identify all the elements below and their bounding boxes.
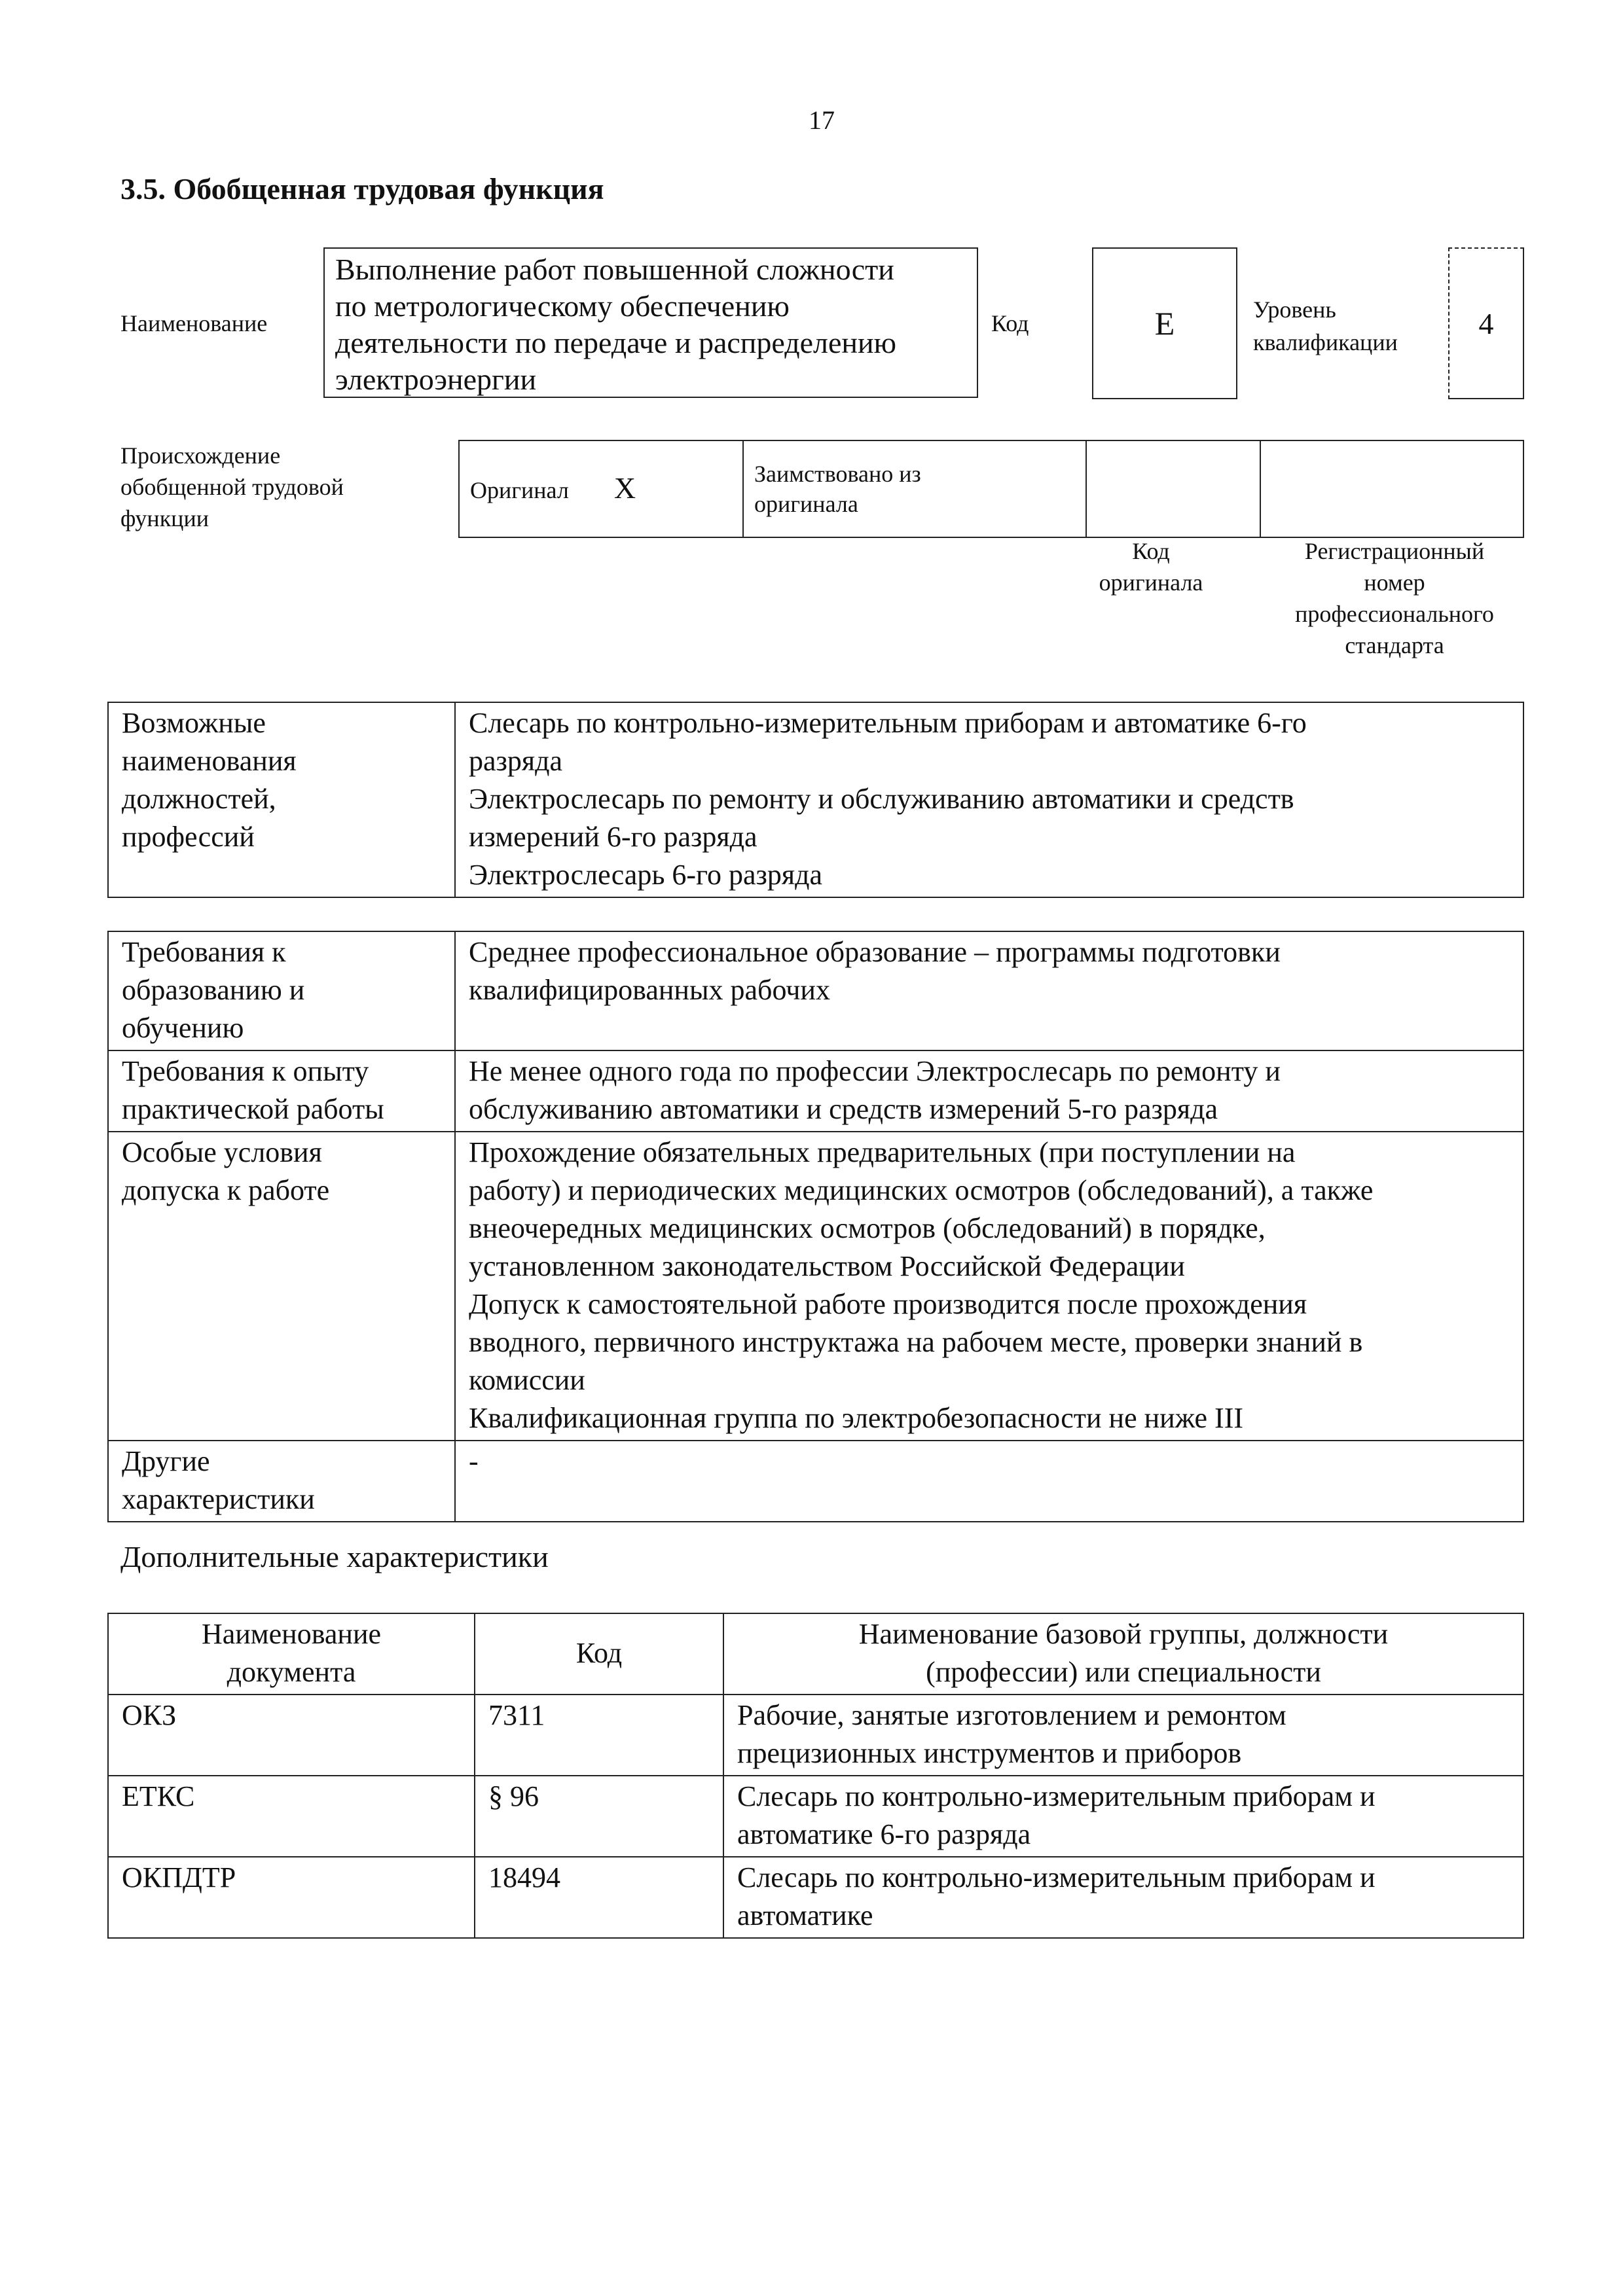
page-number: 17 bbox=[809, 105, 835, 135]
requirement-label: Особые условия допуска к работе bbox=[108, 1132, 455, 1441]
additional-title: Дополнительные характеристики bbox=[120, 1540, 549, 1573]
name-cell: Слесарь по контрольно-измерительным приборам и автоматике bbox=[723, 1857, 1523, 1938]
original-code-caption: Код оригинала bbox=[1099, 538, 1203, 596]
requirements-table bbox=[107, 931, 1524, 1522]
qualification-level-value: 4 bbox=[1448, 247, 1524, 399]
requirement-value: Не менее одного года по профессии Электрослесарь по ремонту и обслуживанию автоматики и средств измерений 5-го разряда bbox=[455, 1050, 1523, 1132]
table-row bbox=[108, 1050, 1523, 1132]
doc-cell: ЕТКС bbox=[108, 1776, 475, 1857]
requirement-value: Прохождение обязательных предварительных (при поступлении на работу) и периодических медицинских осмотров (обследований), а также внеочередных медицинских осмотров (обследований) в порядке, установленном законодательством Российской Федерации Допуск к самостоятельной работе производится после прохождения вводного, первичного инструктажа на рабочем месте, проверки знаний в комиссии Квалификационная группа по электробезопасности не ниже III bbox=[455, 1132, 1523, 1441]
section-title: 3.5. Обобщенная трудовая функция bbox=[120, 172, 604, 206]
origin-borrowed-cell: Заимствовано из оригинала bbox=[743, 440, 1086, 537]
header-code: Код bbox=[475, 1613, 723, 1695]
table-row bbox=[108, 1776, 1523, 1857]
name-cell: Рабочие, занятые изготовлением и ремонтом прецизионных инструментов и приборов bbox=[723, 1695, 1523, 1776]
doc-cell: ОКПДТР bbox=[108, 1857, 475, 1938]
requirement-label: Другие характеристики bbox=[108, 1441, 455, 1522]
table-row bbox=[108, 1132, 1523, 1441]
requirement-value: - bbox=[455, 1441, 1523, 1522]
additional-table bbox=[107, 1613, 1524, 1939]
function-name-line: деятельности по передаче и распределению bbox=[335, 326, 896, 359]
code-cell: 7311 bbox=[475, 1695, 723, 1776]
table-row bbox=[108, 702, 1523, 897]
positions-table bbox=[107, 702, 1524, 898]
registration-number-caption: Регистрационный номер профессионального стандарта bbox=[1295, 538, 1494, 658]
code-label: Код bbox=[991, 310, 1029, 336]
doc-cell: ОКЗ bbox=[108, 1695, 475, 1776]
name-cell: Слесарь по контрольно-измерительным приборам и автоматике 6-го разряда bbox=[723, 1776, 1523, 1857]
code-cell: § 96 bbox=[475, 1776, 723, 1857]
original-label: Оригинал bbox=[470, 476, 569, 503]
requirement-value: Среднее профессиональное образование – программы подготовки квалифицированных рабочих bbox=[455, 931, 1523, 1050]
function-name-box bbox=[323, 247, 978, 398]
positions-value: Слесарь по контрольно-измерительным приборам и автоматике 6-го разряда Электрослесарь по ремонту и обслуживанию автоматики и средств измерений 6-го разряда Электрослесарь 6-го разряда bbox=[455, 702, 1523, 897]
original-mark: X bbox=[613, 471, 636, 505]
table-row bbox=[108, 1441, 1523, 1522]
header-document: Наименование документа bbox=[108, 1613, 475, 1695]
table-row bbox=[108, 931, 1523, 1050]
function-name-line: электроэнергии bbox=[335, 363, 537, 396]
code-cell: 18494 bbox=[475, 1857, 723, 1938]
origin-reg-number-cell bbox=[1260, 440, 1523, 537]
table-row bbox=[108, 1695, 1523, 1776]
name-label: Наименование bbox=[120, 310, 268, 336]
table-header-row bbox=[108, 1613, 1523, 1695]
function-name-line: Выполнение работ повышенной сложности bbox=[335, 253, 894, 286]
qualification-level-label: Уровень квалификации bbox=[1253, 296, 1398, 355]
origin-table bbox=[458, 440, 1524, 538]
origin-label: Происхождение обобщенной трудовой функции bbox=[120, 442, 344, 531]
table-row bbox=[108, 1857, 1523, 1938]
function-name-line: по метрологическому обеспечению bbox=[335, 289, 790, 323]
positions-label: Возможные наименования должностей, профессий bbox=[108, 702, 455, 897]
origin-code-cell bbox=[1086, 440, 1260, 537]
requirement-label: Требования к образованию и обучению bbox=[108, 931, 455, 1050]
origin-original-cell bbox=[459, 440, 743, 537]
header-group: Наименование базовой группы, должности (профессии) или специальности bbox=[723, 1613, 1523, 1695]
code-value: E bbox=[1092, 247, 1237, 399]
requirement-label: Требования к опыту практической работы bbox=[108, 1050, 455, 1132]
